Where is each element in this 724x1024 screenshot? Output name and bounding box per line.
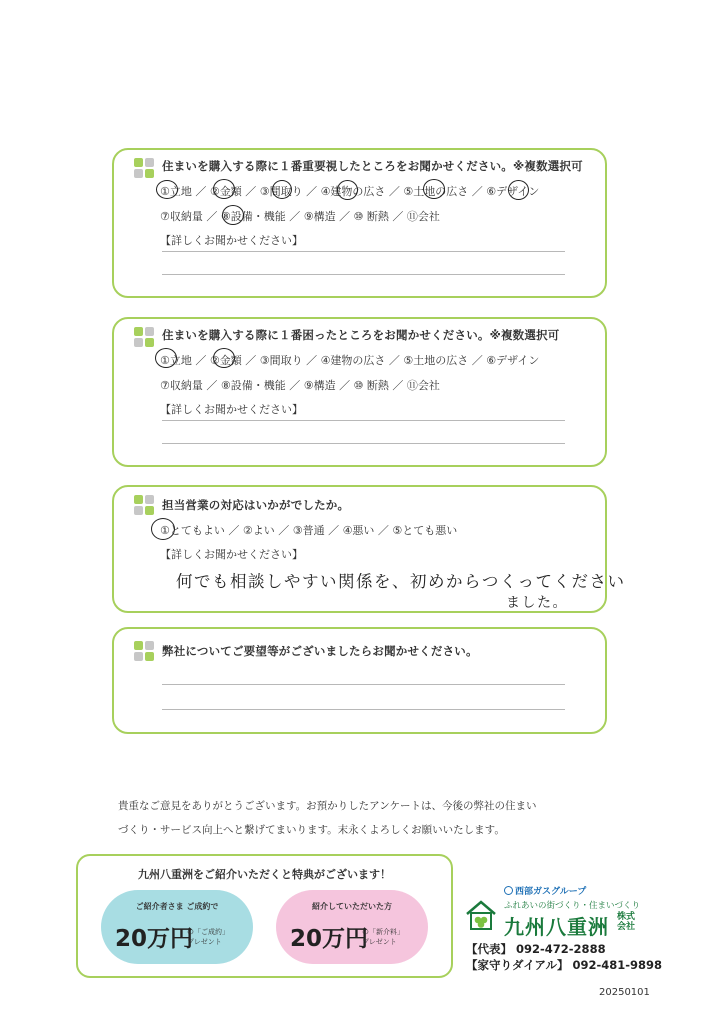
document-date-code: 20250101 — [599, 987, 650, 998]
answer-line[interactable] — [162, 251, 565, 252]
question-2-box — [112, 317, 607, 467]
question-4-box — [112, 627, 607, 734]
handwritten-circle-mark — [508, 180, 529, 200]
company-logo — [464, 879, 684, 939]
answer-line[interactable] — [162, 684, 565, 685]
handwritten-circle-mark — [156, 180, 178, 199]
handwritten-circle-mark — [222, 205, 244, 225]
brand-suffix: 株式 会社 — [617, 912, 636, 932]
contact-main-phone: 【代表】 092-472-2888 — [466, 942, 606, 956]
promo-pill-note: の「ご成約」 プレゼント — [187, 928, 229, 946]
handwritten-circle-mark — [213, 348, 235, 368]
brand-tagline: ふれあいの街づくり・住まいづくり — [504, 901, 641, 911]
handwritten-circle-mark — [272, 180, 292, 199]
contact-support-phone: 【家守りダイアル】 092-481-9898 — [466, 958, 663, 972]
group-mark-icon — [504, 886, 513, 895]
question-3-detail-label: 【詳しくお聞かせください】 — [160, 548, 303, 561]
question-4-title: 弊社についてご要望等がございましたらお聞かせください。 — [162, 644, 478, 658]
question-1-title: 住まいを購入する際に１番重要視したところをお聞かせください。※複数選択可 — [162, 159, 583, 173]
promo-pill-amount: 20万円 — [115, 926, 194, 952]
promo-pill-amount: 20万円 — [290, 926, 369, 952]
question-1-box — [112, 148, 607, 298]
answer-line[interactable] — [162, 420, 565, 421]
handwritten-circle-mark — [423, 179, 445, 199]
promo-title: 九州八重洲をご紹介いただくと特典がございます！ — [138, 868, 391, 881]
question-2-options-row2[interactable]: ⑦収納量 ／ ⑧設備・機能 ／ ⑨構造 ／ ⑩ 断熱 ／ ⑪会社 — [160, 379, 440, 392]
promo-pill-referrer — [101, 890, 253, 964]
house-clover-icon — [464, 899, 498, 931]
question-3-box — [112, 485, 626, 613]
clover-bullet-icon — [134, 327, 154, 347]
handwritten-circle-mark — [151, 518, 175, 540]
promo-pill-referred — [276, 890, 428, 964]
handwritten-answer-line-1: 何でも相談しやすい関係を、初めからつくってください — [176, 572, 626, 591]
clover-bullet-icon — [134, 641, 154, 661]
answer-line[interactable] — [162, 709, 565, 710]
referral-promo-box — [76, 854, 453, 978]
handwritten-answer-line-2: ました。 — [506, 595, 568, 611]
thanks-message-line-2: づくり・サービス向上へと繋げてまいります。末永くよろしくお願いいたします。 — [118, 824, 505, 836]
answer-line[interactable] — [162, 274, 565, 275]
handwritten-circle-mark — [337, 180, 358, 200]
question-3-title: 担当営業の対応はいかがでしたか。 — [162, 498, 350, 512]
question-3-options-row1[interactable]: ①とてもよい ／ ②よい ／ ③普通 ／ ④悪い ／ ⑤とても悪い — [160, 524, 458, 537]
question-2-options-row1[interactable]: ①立地 ／ ②金額 ／ ③間取り ／ ④建物の広さ ／ ⑤土地の広さ ／ ⑥デザイン — [160, 354, 540, 367]
handwritten-circle-mark — [155, 348, 177, 368]
question-2-detail-label: 【詳しくお聞かせください】 — [160, 403, 303, 416]
promo-pill-heading: 紹介していただいた方 — [312, 902, 392, 911]
brand-name: 九州八重洲 — [504, 915, 609, 939]
question-1-options-row1[interactable]: ①立地 ／ ②金額 ／ ③間取り ／ ④建物の広さ ／ ⑤土地の広さ ／ ⑥デザイン — [160, 185, 540, 198]
handwritten-circle-mark — [213, 179, 235, 199]
question-2-title: 住まいを購入する際に１番困ったところをお聞かせください。※複数選択可 — [162, 328, 560, 342]
answer-line[interactable] — [162, 443, 565, 444]
promo-pill-note: の「新介料」 プレゼント — [362, 928, 404, 946]
group-name: 西部ガスグループ — [504, 884, 586, 897]
question-1-options-row2[interactable]: ⑦収納量 ／ ⑧設備・機能 ／ ⑨構造 ／ ⑩ 断熱 ／ ⑪会社 — [160, 210, 440, 223]
thanks-message-line-1: 貴重なご意見をありがとうございます。お預かりしたアンケートは、今後の弊社の住まい — [118, 800, 537, 812]
clover-bullet-icon — [134, 158, 154, 178]
clover-bullet-icon — [134, 495, 154, 515]
question-1-detail-label: 【詳しくお聞かせください】 — [160, 234, 303, 247]
promo-pill-heading: ご紹介者さま ご成約で — [135, 902, 219, 911]
